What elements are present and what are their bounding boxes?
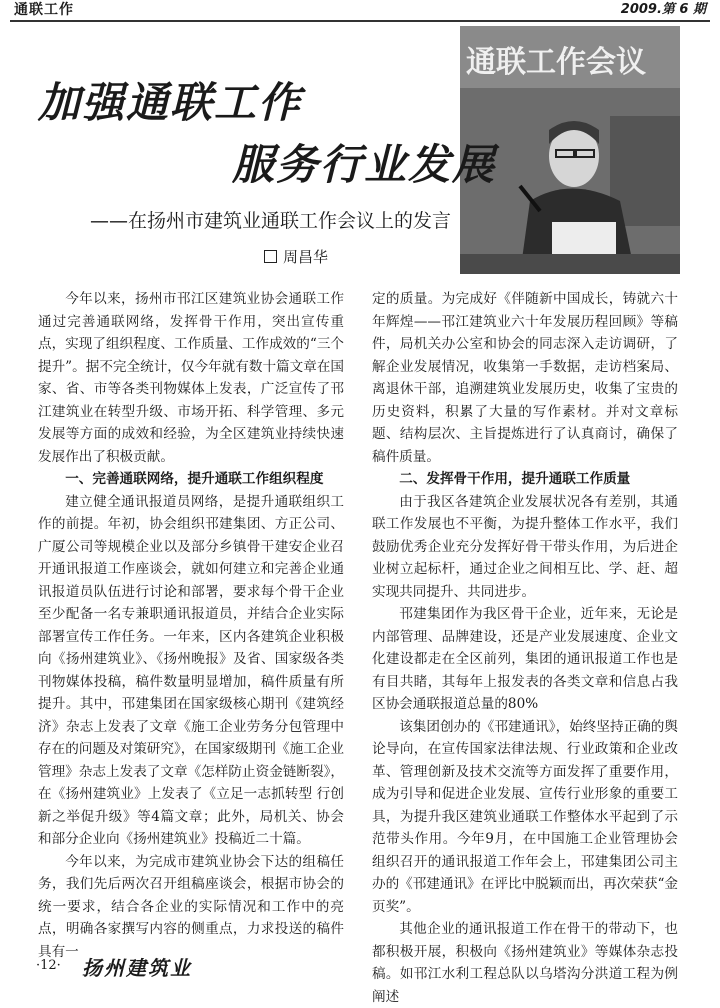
section-heading-2: 二、发挥骨干作用，提升通联工作质量 bbox=[399, 471, 631, 487]
paragraph: 定的质量。为完成好《伴随新中国成长，铸就六十年辉煌——邗江建筑业六十年发展历程回顾》等稿件，局机关办公室和协会的同志深入走访调研，了解企业发展情况，收集第一手数据，走访档案局、离退休干部，追溯建筑业发展历史，收集了宝贵的历史资料，积累了大量的写作素材。并对文章标题、结构层次、主旨提炼进行了认真商讨，确保了稿件质量。 bbox=[372, 291, 678, 465]
title-line-1: 加强通联工作 bbox=[38, 78, 303, 127]
magazine-logo: 扬州建筑业 bbox=[82, 956, 192, 980]
banner-text: 通联工作会议 bbox=[466, 45, 646, 80]
paragraph: 今年以来，为完成市建筑业协会下达的组稿任务，我们先后两次召开组稿座谈会，根据市协会的统一要求，结合各企业的实际情况和工作中的亮点，明确各家撰写内容的侧重点，力求投送的稿件具有一 bbox=[38, 853, 344, 960]
left-column bbox=[38, 288, 344, 963]
author-box-icon bbox=[264, 250, 277, 263]
issue-label: 2009.第 6 期 bbox=[620, 2, 706, 17]
page-header bbox=[0, 0, 720, 22]
section-heading-1: 一、完善通联网络，提升通联工作组织程度 bbox=[65, 471, 324, 487]
title-line-2: 服务行业发展 bbox=[232, 140, 497, 189]
paragraph: 其他企业的通讯报道工作在骨干的带动下，也都积极开展，积极向《扬州建筑业》等媒体杂志投稿。如邗江水利工程总队以乌塔沟分洪道工程为例阐述 bbox=[372, 921, 678, 1005]
paragraph: 由于我区各建筑企业发展状况各有差别，其通联工作发展也不平衡，为提升整体工作水平，我们鼓励优秀企业充分发挥好骨干带头作用，为后进企业树立起标杆，通过企业之间相互比、学、赶、超实现共同提升、共同进步。 bbox=[372, 493, 678, 600]
paragraph: 建立健全通讯报道员网络，是提升通联组织工作的前提。年初，协会组织邗建集团、方正公司、广厦公司等规模企业以及部分乡镇骨干建安企业召开通讯报道工作座谈会，就如何建立和完善企业通讯报道员队伍进行讨论和部署，要求每个骨干企业至少配备一名专兼职通讯报道员，并结合企业实际部署宣传工作任务。一年来，区内各建筑企业积极向《扬州建筑业》、《扬州晚报》及省、国家级各类刊物媒体投稿，稿件数量明显增加，稿件质量有所提升。其中，邗建集团在国家级核心期刊《建筑经济》杂志上发表了文章《施工企业劳务分包管理中存在的问题及对策研究》，在国家级期刊《施工企业管理》杂志上发表了文章《怎样防止资金链断裂》，在《扬州建筑业》上发表了《立足一志抓转型 行创新之举促升级》等4篇文章；此外，局机关、协会和部分企业向《扬州建筑业》投稿近二十篇。 bbox=[38, 493, 344, 847]
header-rule bbox=[10, 20, 710, 22]
section-label: 通联工作 bbox=[14, 2, 74, 18]
paragraph: 今年以来，扬州市邗江区建筑业协会通联工作通过完善通联网络，发挥骨干作用，突出宣传重点，实现了组织程度、工作质量、工作成效的“三个提升”。据不完全统计，仅今年就有数十篇文章在国家、省、市等各类刊物媒体上发表，广泛宣传了邗江建筑业在转型升级、市场开拓、科学管理、多元发展等方面的成效和经验，为全区建筑业持续快速发展作出了积极贡献。 bbox=[38, 291, 345, 465]
right-column bbox=[372, 288, 678, 1008]
subtitle: ——在扬州市建筑业通联工作会议上的发言 bbox=[90, 210, 452, 232]
page-number: ·12· bbox=[36, 958, 61, 973]
paragraph: 该集团创办的《邗建通讯》，始终坚持正确的舆论导向，在宣传国家法律法规、行业政策和企业改革、管理创新及技术交流等方面发挥了重要作用，成为引导和促进企业发展、宣传行业形象的重要工具，为提升我区建筑业通联工作整体水平起到了示范带头作用。今年9月，在中国施工企业管理协会组织召开的通讯报道工作年会上，邗建集团公司主办的《邗建通讯》在评比中脱颖而出，再次荣获“金页奖”。 bbox=[372, 718, 679, 915]
paragraph: 邗建集团作为我区骨干企业，近年来，无论是内部管理、品牌建设，还是产业发展速度、企业文化建设都走在全区前列，集团的通讯报道工作也是有目共睹，其每年上报发表的各类文章和信息占我区协会通联报道总量的80% bbox=[372, 606, 678, 712]
author-name: 周昌华 bbox=[283, 248, 329, 266]
author-byline bbox=[264, 246, 328, 267]
